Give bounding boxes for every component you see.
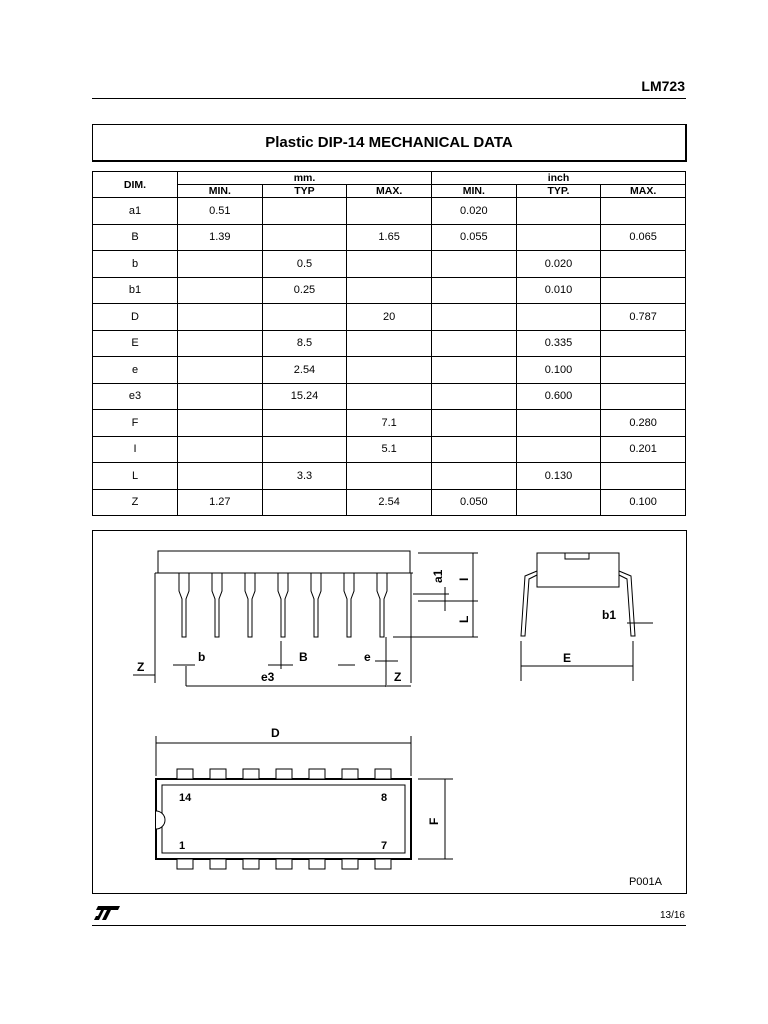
top-pin	[210, 859, 226, 869]
top-pin	[375, 769, 391, 779]
dim-label-Z-right: Z	[394, 670, 402, 684]
top-pin	[243, 859, 259, 869]
value-cell	[347, 277, 432, 304]
subheader-cell: MAX.	[601, 185, 686, 198]
dim-cell: e	[93, 357, 178, 384]
section-title: Plastic DIP-14 MECHANICAL DATA	[92, 124, 687, 162]
value-cell: 0.130	[516, 463, 601, 490]
subheader-cell: MAX.	[347, 185, 432, 198]
value-cell: 0.787	[601, 304, 686, 331]
footer-rule	[92, 925, 686, 926]
value-cell	[262, 198, 347, 225]
value-cell	[601, 330, 686, 357]
page-number: 13/16	[659, 910, 685, 921]
top-pin	[375, 859, 391, 869]
table-row	[93, 463, 686, 490]
table-row	[93, 489, 686, 516]
value-cell	[601, 198, 686, 225]
value-cell	[431, 357, 516, 384]
dim-cell: E	[93, 330, 178, 357]
value-cell	[178, 436, 263, 463]
pin-label-8: 8	[381, 792, 388, 804]
value-cell	[516, 224, 601, 251]
top-pin	[342, 769, 358, 779]
table-row	[93, 436, 686, 463]
value-cell	[601, 357, 686, 384]
dim-label-D: D	[271, 726, 280, 740]
value-cell	[347, 198, 432, 225]
value-cell	[516, 489, 601, 516]
value-cell	[601, 383, 686, 410]
header-rule	[92, 98, 686, 99]
dim-cell: b1	[93, 277, 178, 304]
dim-label-a1: a1	[431, 569, 445, 583]
subheader-cell: MIN.	[178, 185, 263, 198]
dim-label-L: L	[457, 615, 471, 623]
value-cell: 20	[347, 304, 432, 331]
side-pin	[245, 573, 255, 637]
subheader-cell: MIN.	[431, 185, 516, 198]
value-cell: 0.335	[516, 330, 601, 357]
value-cell: 5.1	[347, 436, 432, 463]
pin-label-14: 14	[179, 792, 192, 804]
value-cell	[178, 357, 263, 384]
dim-label-b: b	[198, 650, 206, 664]
value-cell	[262, 489, 347, 516]
table-row	[93, 251, 686, 278]
dim-label-B: B	[299, 650, 308, 664]
table-subheader-row	[93, 185, 686, 198]
value-cell	[516, 198, 601, 225]
top-pin	[177, 769, 193, 779]
value-cell	[601, 251, 686, 278]
value-cell	[178, 463, 263, 490]
value-cell	[262, 410, 347, 437]
pin-label-1: 1	[179, 840, 186, 852]
dim-cell: I	[93, 436, 178, 463]
value-cell: 0.5	[262, 251, 347, 278]
value-cell	[262, 436, 347, 463]
table-row	[93, 224, 686, 251]
mm-header: mm.	[178, 172, 432, 185]
figure-code: P001A	[628, 876, 662, 888]
value-cell: 1.27	[178, 489, 263, 516]
value-cell: 2.54	[262, 357, 347, 384]
value-cell: 1.39	[178, 224, 263, 251]
value-cell: 8.5	[262, 330, 347, 357]
dim-cell: Z	[93, 489, 178, 516]
top-pin	[342, 859, 358, 869]
top-pin	[276, 859, 292, 869]
value-cell: 0.280	[601, 410, 686, 437]
value-cell: 2.54	[347, 489, 432, 516]
top-pin	[276, 769, 292, 779]
side-pin	[377, 573, 387, 637]
value-cell	[178, 251, 263, 278]
value-cell	[347, 330, 432, 357]
value-cell	[601, 463, 686, 490]
dim-label-e: e	[364, 650, 371, 664]
value-cell: 0.600	[516, 383, 601, 410]
value-cell	[178, 304, 263, 331]
dim-cell: D	[93, 304, 178, 331]
value-cell	[262, 224, 347, 251]
value-cell	[601, 277, 686, 304]
dim-label-e3: e3	[261, 670, 275, 684]
value-cell	[347, 463, 432, 490]
value-cell	[262, 304, 347, 331]
value-cell: 3.3	[262, 463, 347, 490]
dim-label-F: F	[427, 817, 441, 825]
value-cell: 0.020	[516, 251, 601, 278]
side-pin	[344, 573, 354, 637]
subheader-cell: TYP.	[516, 185, 601, 198]
value-cell: 0.100	[516, 357, 601, 384]
value-cell: 1.65	[347, 224, 432, 251]
side-pin	[212, 573, 222, 637]
table-row	[93, 330, 686, 357]
side-pin	[179, 573, 189, 637]
value-cell: 0.100	[601, 489, 686, 516]
top-pin	[309, 859, 325, 869]
dim-cell: F	[93, 410, 178, 437]
value-cell	[178, 330, 263, 357]
value-cell	[178, 277, 263, 304]
dim-label-E: E	[563, 651, 572, 665]
value-cell	[431, 410, 516, 437]
value-cell	[347, 383, 432, 410]
value-cell: 7.1	[347, 410, 432, 437]
value-cell: 0.050	[431, 489, 516, 516]
value-cell: 0.055	[431, 224, 516, 251]
value-cell: 0.020	[431, 198, 516, 225]
st-logo	[92, 904, 122, 922]
value-cell: 15.24	[262, 383, 347, 410]
value-cell: 0.25	[262, 277, 347, 304]
value-cell: 0.010	[516, 277, 601, 304]
value-cell: 0.201	[601, 436, 686, 463]
value-cell	[431, 251, 516, 278]
dim-cell: L	[93, 463, 178, 490]
dim-cell: a1	[93, 198, 178, 225]
value-cell	[178, 383, 263, 410]
value-cell: 0.51	[178, 198, 263, 225]
dim-cell: B	[93, 224, 178, 251]
table-row	[93, 304, 686, 331]
value-cell	[347, 251, 432, 278]
mechanical-data-table	[92, 171, 686, 516]
value-cell	[431, 277, 516, 304]
top-pin	[210, 769, 226, 779]
table-body	[93, 198, 686, 516]
table-row	[93, 410, 686, 437]
value-cell	[516, 410, 601, 437]
table-row	[93, 383, 686, 410]
value-cell	[516, 436, 601, 463]
dim-label-Z-left: Z	[137, 660, 145, 674]
table-group-header-row	[93, 172, 686, 185]
top-pin	[177, 859, 193, 869]
value-cell	[431, 463, 516, 490]
value-cell	[431, 304, 516, 331]
value-cell: 0.065	[601, 224, 686, 251]
side-pin	[278, 573, 288, 637]
table-row	[93, 198, 686, 225]
dim-cell: e3	[93, 383, 178, 410]
inch-header: inch	[431, 172, 685, 185]
value-cell	[178, 410, 263, 437]
top-pin	[243, 769, 259, 779]
value-cell	[431, 436, 516, 463]
value-cell	[516, 304, 601, 331]
dim-label-b1: b1	[602, 608, 617, 622]
table-row	[93, 357, 686, 384]
pin-label-7: 7	[381, 840, 388, 852]
package-drawing	[92, 530, 687, 894]
dim-label-I: I	[457, 577, 471, 581]
side-pin	[311, 573, 321, 637]
table-row	[93, 277, 686, 304]
dim-header: DIM.	[93, 172, 178, 198]
dim-cell: b	[93, 251, 178, 278]
value-cell	[431, 330, 516, 357]
value-cell	[347, 357, 432, 384]
part-number: LM723	[641, 78, 685, 94]
subheader-cell: TYP	[262, 185, 347, 198]
top-pin	[309, 769, 325, 779]
value-cell	[431, 383, 516, 410]
package-drawing-svg	[93, 531, 686, 893]
